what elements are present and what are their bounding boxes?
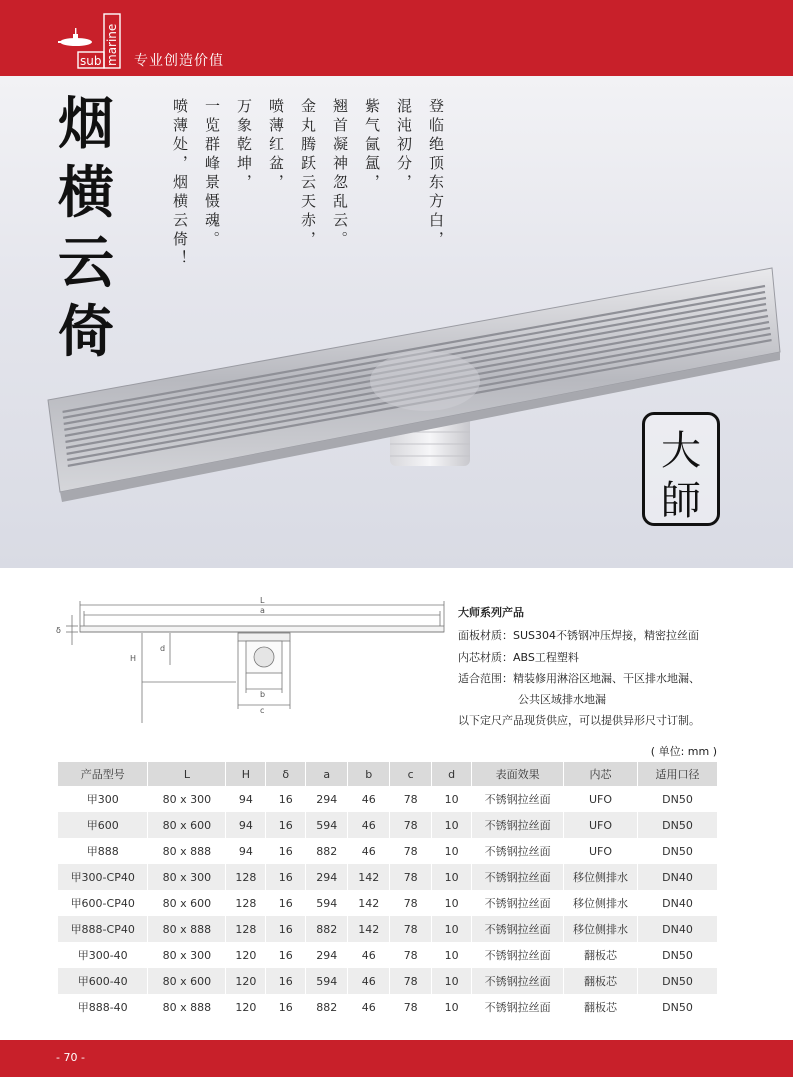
table-cell: 882 <box>306 994 348 1020</box>
table-cell: 16 <box>266 812 306 838</box>
table-cell: 16 <box>266 942 306 968</box>
table-row <box>58 916 718 942</box>
table-cell: 142 <box>348 916 390 942</box>
table-cell: 移位侧排水 <box>564 864 638 890</box>
spec-scope-cont: 公共区域排水地漏 <box>518 693 606 706</box>
calligraphy-title <box>58 90 128 368</box>
poem-line: 紫气氤氲， <box>363 98 381 193</box>
table-cell: 294 <box>306 942 348 968</box>
table-cell: 80 x 888 <box>148 838 226 864</box>
table-cell: 10 <box>432 994 472 1020</box>
poem-line: 喷薄处，烟横云倚！ <box>171 98 189 269</box>
table-cell: 882 <box>306 838 348 864</box>
table-cell: 10 <box>432 916 472 942</box>
table-cell: 移位侧排水 <box>564 916 638 942</box>
table-cell: 78 <box>390 786 432 812</box>
col-header: 产品型号 <box>58 762 148 786</box>
dim-label-a: a <box>260 606 265 615</box>
dim-label-delta: δ <box>56 626 61 635</box>
table-cell: 120 <box>226 942 266 968</box>
col-header: a <box>306 762 348 786</box>
table-cell: 142 <box>348 890 390 916</box>
spec-note: 以下定尺产品现货供应，可以提供异形尺寸订制。 <box>458 714 700 727</box>
table-cell: 294 <box>306 864 348 890</box>
table-cell: DN50 <box>637 994 717 1020</box>
table-cell: 882 <box>306 916 348 942</box>
table-cell: 10 <box>432 864 472 890</box>
table-cell: 594 <box>306 890 348 916</box>
table-cell: 16 <box>266 838 306 864</box>
footer-bar <box>0 1040 793 1077</box>
col-header: H <box>226 762 266 786</box>
spec-core-material: 内芯材质：ABS工程塑料 <box>458 651 579 664</box>
col-header: L <box>148 762 226 786</box>
table-cell: 46 <box>348 968 390 994</box>
table-cell: 80 x 600 <box>148 812 226 838</box>
table-cell: 46 <box>348 786 390 812</box>
table-cell: 78 <box>390 838 432 864</box>
hero-image <box>0 76 793 568</box>
spec-scope: 适合范围：精装修用淋浴区地漏、干区排水地漏、 <box>458 672 700 685</box>
master-seal <box>642 412 720 526</box>
table-cell: 120 <box>226 994 266 1020</box>
table-cell: 128 <box>226 916 266 942</box>
table-cell: 甲300-40 <box>58 942 148 968</box>
table-cell: 16 <box>266 968 306 994</box>
table-cell: 10 <box>432 968 472 994</box>
table-cell: 甲600-40 <box>58 968 148 994</box>
table-cell: 80 x 300 <box>148 786 226 812</box>
table-cell: 甲888 <box>58 838 148 864</box>
brand-bottom: sub <box>80 54 102 68</box>
table-row <box>58 864 718 890</box>
table-header-row <box>58 762 718 786</box>
table-cell: 78 <box>390 968 432 994</box>
calligraphy-char: 横 <box>58 160 114 227</box>
calligraphy-char: 倚 <box>58 299 114 366</box>
table-cell: 94 <box>226 838 266 864</box>
spec-panel-material: 面板材质：SUS304不锈钢冲压焊接，精密拉丝面 <box>458 629 700 642</box>
dimension-diagram <box>50 593 450 723</box>
table-cell: 10 <box>432 786 472 812</box>
table-cell: 10 <box>432 812 472 838</box>
table-cell: 78 <box>390 994 432 1020</box>
poem-line: 登临绝顶东方白， <box>427 98 445 250</box>
table-cell: 594 <box>306 968 348 994</box>
table-cell: 78 <box>390 890 432 916</box>
table-cell: 46 <box>348 994 390 1020</box>
submarine-logo <box>56 10 126 70</box>
dim-label-c: c <box>260 706 265 715</box>
table-cell: UFO <box>564 786 638 812</box>
table-cell: 甲600-CP40 <box>58 890 148 916</box>
col-header: b <box>348 762 390 786</box>
table-cell: 翻板芯 <box>564 994 638 1020</box>
table-cell: 不锈钢拉丝面 <box>472 864 564 890</box>
calligraphy-char: 云 <box>58 229 114 296</box>
table-cell: 128 <box>226 864 266 890</box>
table-cell: 翻板芯 <box>564 968 638 994</box>
table-cell: UFO <box>564 838 638 864</box>
poem-line: 一览群峰景慑魂。 <box>203 98 221 250</box>
table-cell: 80 x 600 <box>148 968 226 994</box>
table-cell: 78 <box>390 864 432 890</box>
table-cell: 120 <box>226 968 266 994</box>
table-cell: 16 <box>266 890 306 916</box>
table-cell: 142 <box>348 864 390 890</box>
table-cell: 80 x 600 <box>148 890 226 916</box>
table-cell: DN50 <box>637 812 717 838</box>
table-cell: 46 <box>348 942 390 968</box>
table-row <box>58 786 718 812</box>
table-cell: 不锈钢拉丝面 <box>472 890 564 916</box>
seal-char: 師 <box>661 478 701 524</box>
table-cell: DN50 <box>637 942 717 968</box>
table-cell: 594 <box>306 812 348 838</box>
table-cell: 10 <box>432 942 472 968</box>
poem-line: 金丸腾跃云天赤， <box>299 98 317 250</box>
table-row <box>58 890 718 916</box>
table-cell: 46 <box>348 812 390 838</box>
table-cell: 16 <box>266 994 306 1020</box>
table-cell: DN50 <box>637 838 717 864</box>
table-cell: 不锈钢拉丝面 <box>472 812 564 838</box>
table-cell: 不锈钢拉丝面 <box>472 838 564 864</box>
table-cell: DN50 <box>637 968 717 994</box>
poem-line: 混沌初分， <box>395 98 413 193</box>
table-cell: 不锈钢拉丝面 <box>472 994 564 1020</box>
table-cell: 甲600 <box>58 812 148 838</box>
table-cell: 78 <box>390 942 432 968</box>
table-cell: 翻板芯 <box>564 942 638 968</box>
table-cell: 78 <box>390 916 432 942</box>
tagline: 专业创造价值 <box>134 53 224 69</box>
col-header: d <box>432 762 472 786</box>
table-cell: DN40 <box>637 916 717 942</box>
header-bar <box>0 0 793 76</box>
table-cell: 80 x 300 <box>148 864 226 890</box>
table-cell: 甲888-CP40 <box>58 916 148 942</box>
table-row <box>58 812 718 838</box>
table-cell: 甲888-40 <box>58 994 148 1020</box>
table-cell: 甲300-CP40 <box>58 864 148 890</box>
table-cell: 不锈钢拉丝面 <box>472 942 564 968</box>
col-header: 内芯 <box>564 762 638 786</box>
brand-top: marine <box>105 23 119 66</box>
table-cell: 78 <box>390 812 432 838</box>
table-cell: 16 <box>266 916 306 942</box>
dim-label-H: H <box>130 654 137 663</box>
poem-line: 翘首凝神忽乱云。 <box>331 98 349 250</box>
table-cell: 移位侧排水 <box>564 890 638 916</box>
table-cell: 不锈钢拉丝面 <box>472 786 564 812</box>
table-cell: 80 x 300 <box>148 942 226 968</box>
table-row <box>58 838 718 864</box>
table-cell: DN40 <box>637 890 717 916</box>
table-cell: 294 <box>306 786 348 812</box>
table-cell: 10 <box>432 890 472 916</box>
unit-label: ( 单位: mm ) <box>650 745 717 758</box>
table-cell: 不锈钢拉丝面 <box>472 916 564 942</box>
table-row <box>58 942 718 968</box>
poem-line: 万象乾坤， <box>235 98 253 193</box>
dim-label-d: d <box>160 644 166 653</box>
table-cell: 94 <box>226 786 266 812</box>
table-cell: 80 x 888 <box>148 916 226 942</box>
table-cell: 16 <box>266 864 306 890</box>
col-header: δ <box>266 762 306 786</box>
table-cell: 128 <box>226 890 266 916</box>
table-cell: 不锈钢拉丝面 <box>472 968 564 994</box>
col-header: 适用口径 <box>637 762 717 786</box>
col-header: 表面效果 <box>472 762 564 786</box>
table-cell: 46 <box>348 838 390 864</box>
table-cell: DN40 <box>637 864 717 890</box>
poem-line: 喷薄红盆， <box>267 98 285 193</box>
seal-char: 大 <box>661 428 701 474</box>
table-cell: 甲300 <box>58 786 148 812</box>
col-header: c <box>390 762 432 786</box>
table-cell: 80 x 888 <box>148 994 226 1020</box>
table-cell: 16 <box>266 786 306 812</box>
dim-label-L: L <box>260 596 265 605</box>
dim-label-b: b <box>260 690 266 699</box>
table-cell: DN50 <box>637 786 717 812</box>
product-table <box>58 762 718 1020</box>
table-row <box>58 994 718 1020</box>
page-number: - 70 - <box>56 1051 85 1064</box>
calligraphy-char: 烟 <box>58 91 114 157</box>
table-row <box>58 968 718 994</box>
table-cell: 10 <box>432 838 472 864</box>
table-cell: UFO <box>564 812 638 838</box>
table-cell: 94 <box>226 812 266 838</box>
series-title: 大师系列产品 <box>458 606 524 619</box>
